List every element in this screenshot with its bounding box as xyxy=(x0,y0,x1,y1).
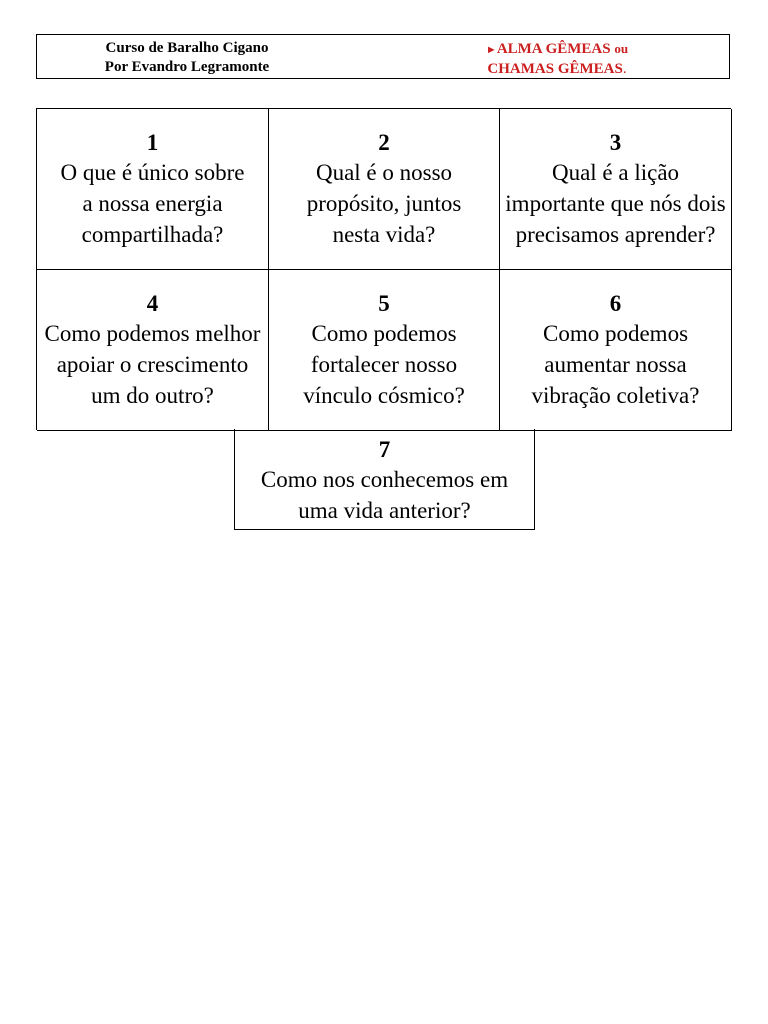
card-question: O que é único sobre a nossa energia compartilhada? xyxy=(60,159,245,247)
question-card-7 xyxy=(234,429,535,530)
card-number: 5 xyxy=(378,290,390,316)
card-number: 6 xyxy=(609,290,622,316)
card-number: 3 xyxy=(609,129,622,155)
card-number: 2 xyxy=(378,129,390,155)
card-question: Como nos conhecemos em uma vida anterior? xyxy=(260,467,509,523)
course-author: Por Evandro Legramonte xyxy=(104,59,270,75)
card-question: Como podemos aumentar nossa vibração coletiva? xyxy=(531,320,700,408)
question-card-3 xyxy=(500,109,732,270)
question-card-6 xyxy=(500,270,732,431)
card-number: 7 xyxy=(378,437,391,462)
question-card-1 xyxy=(37,109,269,270)
course-title: Curso de Baralho Cigano xyxy=(105,40,269,56)
card-question: Qual é o nosso propósito, juntos nesta vida? xyxy=(306,159,462,247)
course-info xyxy=(37,39,337,77)
topic-line-1 xyxy=(457,39,657,60)
card-question: Como podemos melhor apoiar o crescimento um do outro? xyxy=(44,320,261,408)
card-number: 1 xyxy=(146,129,159,155)
card-question: Como podemos fortalecer nosso vínculo cósmico? xyxy=(303,320,465,408)
document-header xyxy=(36,34,730,79)
topic-main: ALMA GÊMEAS xyxy=(496,41,611,57)
question-card-2 xyxy=(269,109,500,270)
topic-info xyxy=(457,39,657,79)
question-cards-grid xyxy=(36,108,731,430)
question-card-5 xyxy=(269,270,500,431)
topic-suffix: ou xyxy=(614,41,629,56)
card-number: 4 xyxy=(146,290,159,316)
topic-line-2 xyxy=(457,60,657,79)
question-card-4 xyxy=(37,270,269,431)
topic-second: CHAMAS GÊMEAS xyxy=(487,61,623,77)
arrow-right-icon: ► xyxy=(485,44,497,56)
card-question: Qual é a lição importante que nós dois precisamos aprender? xyxy=(505,159,726,247)
topic-period: . xyxy=(622,61,627,77)
